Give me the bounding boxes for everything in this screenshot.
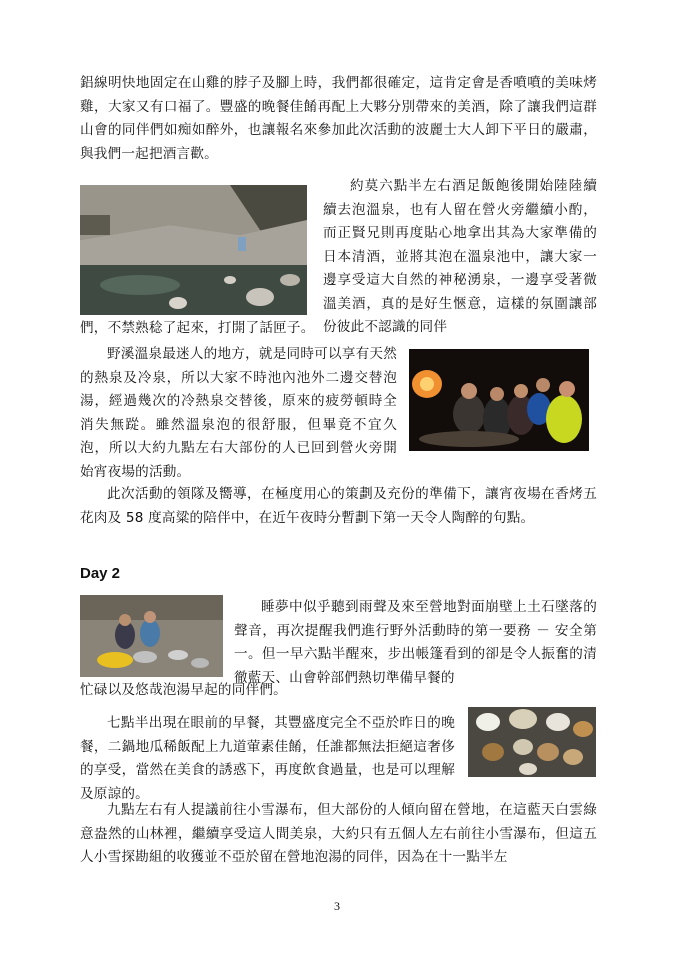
paragraph-hot-spring-tail: 們，不禁熟稔了起來，打開了話匣子。 (80, 320, 315, 336)
paragraph-morning: 睡夢中似乎聽到雨聲及來至營地對面崩壁上土石墜落的聲音，再次提醒我們進行野外活動時的第一要務 － 安全第一。但一早六點半醒來，步出帳篷看到的卻是令人振奮的清徹藍天、山會幹部們熱切準備早餐的 (234, 599, 597, 686)
campfire-photo (409, 349, 589, 451)
hot-spring-photo (80, 185, 307, 315)
paragraph-night-snack: 此次活動的領隊及嚮導，在極度用心的策劃及充份的準備下，讓宵夜場在香烤五花肉及 58 度高粱的陪伴中，在近午夜時分暫劃下第一天令人陶醉的句點。 (80, 486, 597, 526)
breakfast-photo (468, 707, 596, 777)
paragraph-breakfast: 七點半出現在眼前的早餐，其豐盛度完全不亞於昨日的晚餐，二鍋地瓜稀飯配上九道葷素佳餚，任誰都無法拒絕這奢侈的享受，當然在美食的誘惑下，再度飲食過量，也是可以理解及原諒的。 (80, 715, 455, 802)
paragraph-dinner: 鋁線明快地固定在山雞的脖子及腳上時，我們都很確定，這肯定會是香噴噴的美味烤雞，大家又有口福了。豐盛的晚餐佳餚再配上大夥分別帶來的美酒，除了讓我們這群山會的同伴們如痴如醉外，也讓報名來參加此次活動的波麗士大人卸下平日的嚴肅，與我們一起把酒言歡。 (80, 75, 597, 162)
paragraph-morning-tail: 忙碌以及悠哉泡湯早起的同伴們。 (80, 682, 287, 698)
day-2-heading: Day 2 (80, 565, 121, 582)
paragraph-waterfall: 九點左右有人提議前往小雪瀑布，但大部份的人傾向留在營地，在這藍天白雲綠意盎然的山林裡，繼續享受這人間美泉，大約只有五個人左右前往小雪瀑布，但這五人小雪探勘組的收獲並不亞於留在營地泡湯的同伴，因為在十一點半左 (80, 802, 597, 865)
paragraph-hot-spring: 約莫六點半左右酒足飯飽後開始陸陸續續去泡溫泉，也有人留在營火旁繼續小酌，而正賢兄則再度貼心地拿出其為大家準備的日本清酒，並將其泡在溫泉池中，讓大家一邊享受這大自然的神秘湧泉，一邊享受著微溫美酒，真的是好生愜意，這樣的氛圍讓部份彼此不認識的同伴 (323, 178, 597, 335)
page-number: 3 (334, 899, 340, 913)
paragraph-cold-hot-spring: 野溪溫泉最迷人的地方，就是同時可以享有天然的熱泉及冷泉，所以大家不時池內池外二邊交替泡湯，經過幾次的冷熱泉交替後，原來的疲勞頓時全消失無踨。雖然溫泉泡的很舒服，但畢竟不宜久泡，所以大約九點左右大部份的人已回到營火旁開始宵夜場的活動。 (80, 346, 397, 480)
cooking-photo (80, 595, 223, 677)
